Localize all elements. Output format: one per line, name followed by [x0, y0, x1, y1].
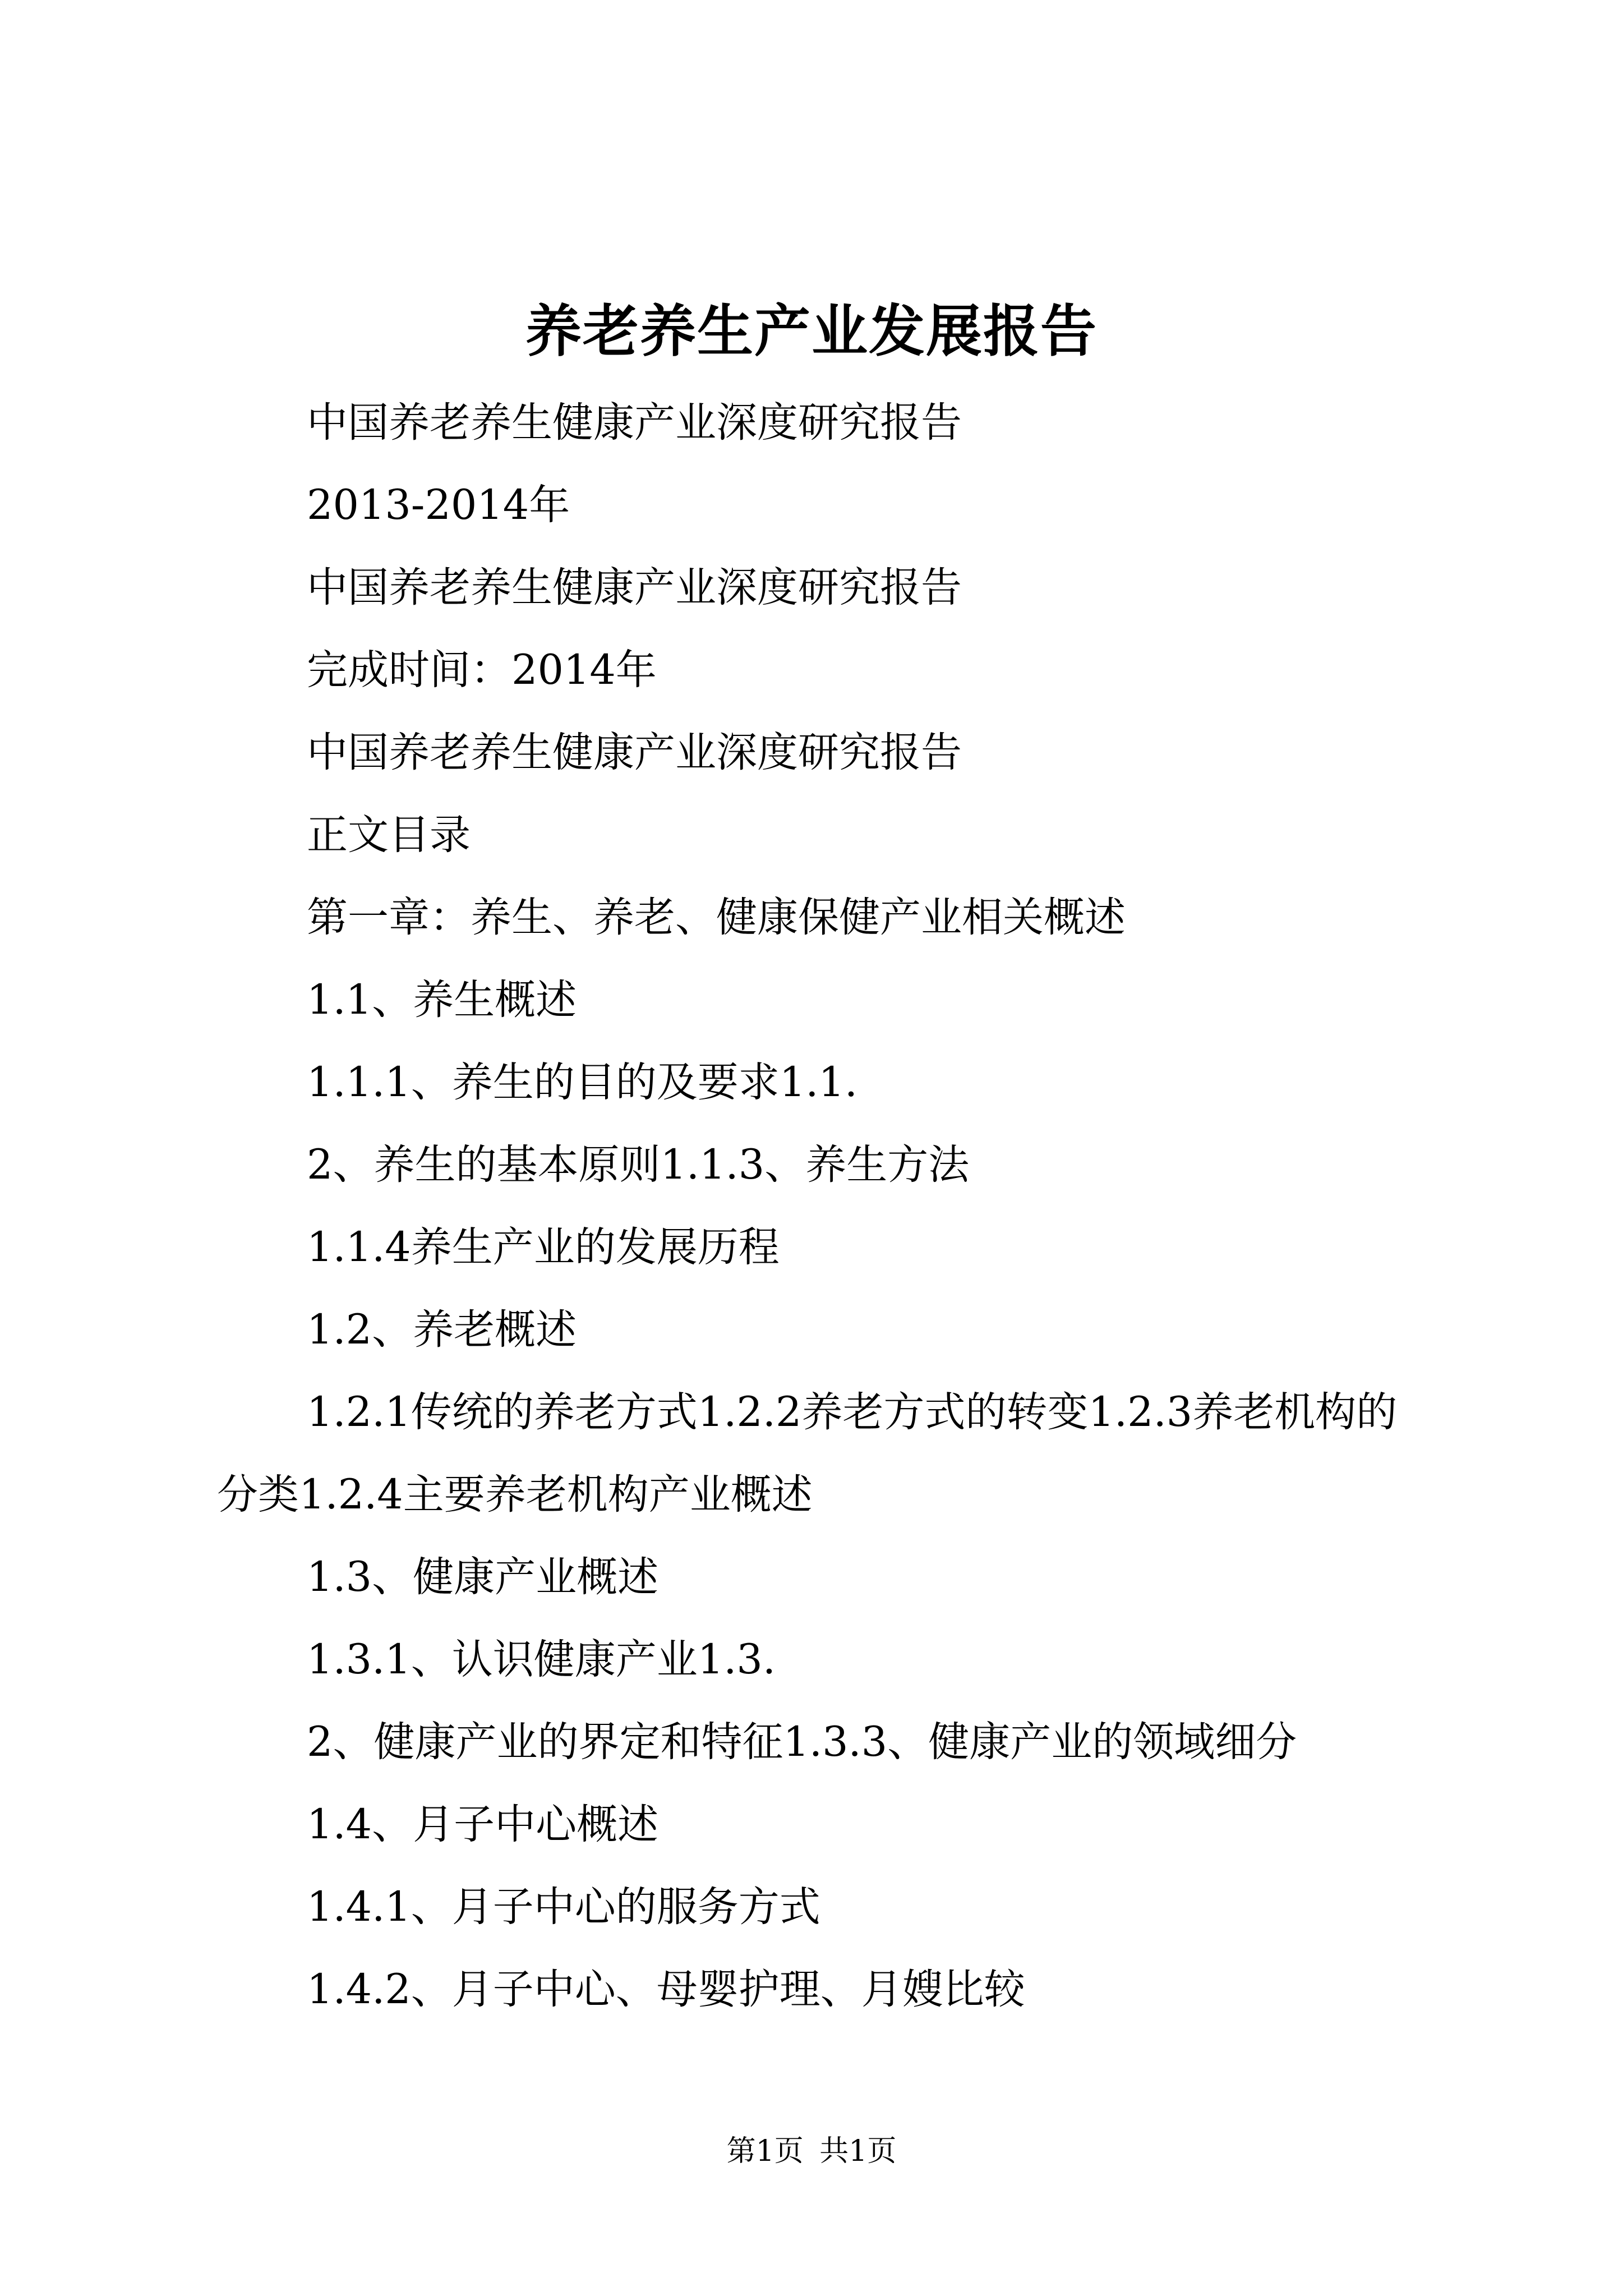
paragraph: 中国养老养生健康产业深度研究报告	[307, 729, 962, 776]
paragraph: 2、养生的基本原则1.1.3、养生方法	[307, 1141, 970, 1189]
page-footer	[0, 2129, 1623, 2174]
paragraph: 正文目录	[307, 811, 471, 859]
paragraph: 1.2.1传统的养老方式1.2.2养老方式的转变1.2.3养老机构的分类1.2.4主要养老机构产业概述	[217, 1388, 1398, 1519]
paragraph: 中国养老养生健康产业深度研究报告	[307, 399, 962, 447]
document-title: 养老养生产业发展报告	[525, 298, 1098, 364]
page-number: 第1页	[726, 2134, 804, 2168]
paragraph: 完成时间：2014年	[307, 646, 657, 694]
paragraph: 1.3、健康产业概述	[307, 1553, 659, 1601]
paragraph: 1.1.1、养生的目的及要求1.1.	[307, 1059, 858, 1106]
paragraph: 第一章：养生、养老、健康保健产业相关概述	[307, 894, 1126, 941]
paragraph: 1.4.1、月子中心的服务方式	[307, 1883, 820, 1931]
paragraph: 1.1、养生概述	[307, 976, 577, 1024]
paragraph: 2013-2014年	[307, 481, 570, 529]
page-total: 共1页	[819, 2134, 897, 2168]
paragraph: 1.4.2、月子中心、母婴护理、月嫂比较	[307, 1966, 1025, 2013]
paragraph: 1.1.4养生产业的发展历程	[307, 1223, 780, 1271]
paragraph: 中国养老养生健康产业深度研究报告	[307, 564, 962, 611]
paragraph: 2、健康产业的界定和特征1.3.3、健康产业的领域细分	[307, 1718, 1297, 1766]
document-body	[217, 381, 1423, 2031]
paragraph: 1.3.1、认识健康产业1.3.	[307, 1636, 776, 1683]
paragraph: 1.4、月子中心概述	[307, 1801, 659, 1848]
paragraph: 1.2、养老概述	[307, 1306, 577, 1354]
